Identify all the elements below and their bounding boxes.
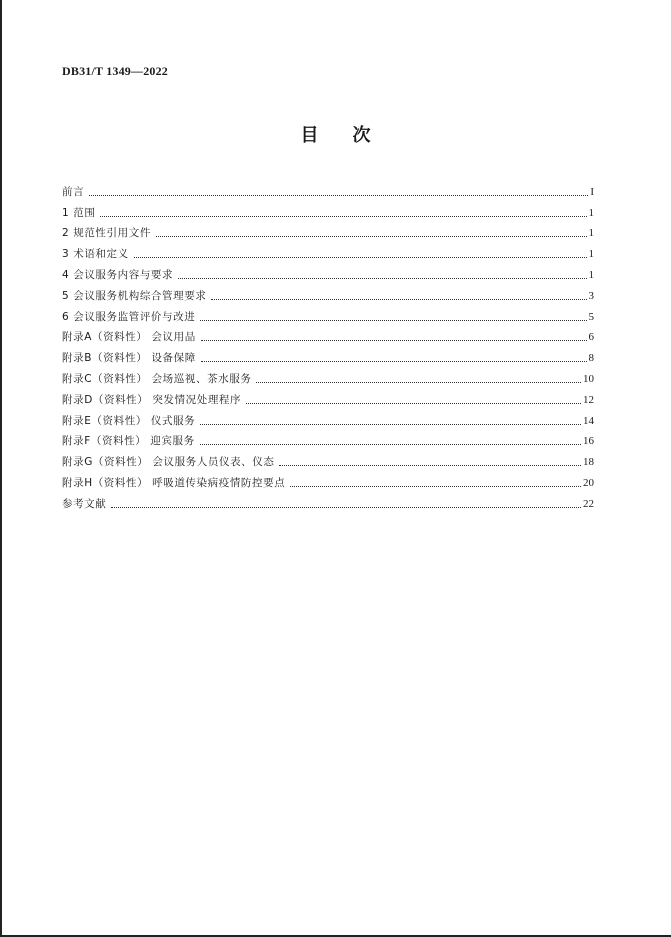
toc-leader-dots: [200, 444, 581, 445]
toc-entry[interactable]: [62, 428, 594, 449]
toc-entry-label: 2 规范性引用文件: [62, 227, 151, 240]
toc-leader-dots: [111, 507, 581, 508]
toc-entry-label: 5 会议服务机构综合管理要求: [62, 289, 207, 302]
toc-entry-label: 附录F（资料性） 迎宾服务: [62, 435, 195, 448]
toc-entry[interactable]: [62, 282, 594, 303]
toc-entry-label: 附录G（资料性） 会议服务人员仪表、仪态: [62, 456, 275, 469]
toc-entry[interactable]: [62, 344, 594, 365]
toc-entry-page: 1: [588, 227, 594, 240]
toc-entry[interactable]: [62, 448, 594, 469]
toc-entry-label: 附录D（资料性） 突发情况处理程序: [62, 393, 242, 406]
toc-entry-label: 附录E（资料性） 仪式服务: [62, 414, 196, 427]
toc-entry-page: 10: [583, 372, 594, 385]
toc-entry-page: 6: [588, 331, 594, 344]
toc-leader-dots: [134, 257, 587, 258]
toc-entry-page: 1: [588, 248, 594, 261]
toc-entry[interactable]: [62, 490, 594, 511]
toc-leader-dots: [100, 216, 586, 217]
toc-entry-page: 12: [583, 393, 594, 406]
toc-entry[interactable]: [62, 365, 594, 386]
toc-leader-dots: [290, 486, 581, 487]
toc-entry[interactable]: [62, 324, 594, 345]
toc-leader-dots: [200, 424, 581, 425]
toc-entry-label: 附录C（资料性） 会场巡视、茶水服务: [62, 372, 252, 385]
toc-entry-label: 1 范围: [62, 206, 96, 219]
toc-entry[interactable]: [62, 240, 594, 261]
toc-entry-label: 附录H（资料性） 呼吸道传染病疫情防控要点: [62, 476, 286, 489]
toc-leader-dots: [178, 278, 586, 279]
toc-entry-page: 18: [583, 456, 594, 469]
toc-entry-page: 16: [583, 435, 594, 448]
table-of-contents: [62, 178, 594, 511]
toc-leader-dots: [211, 299, 586, 300]
toc-entry[interactable]: [62, 261, 594, 282]
toc-entry-page: 8: [588, 352, 594, 365]
toc-title: 目次: [300, 125, 405, 146]
toc-entry-page: 1: [588, 206, 594, 219]
toc-entry-page: 20: [583, 476, 594, 489]
toc-entry-label: 参考文献: [62, 497, 107, 510]
toc-entry[interactable]: [62, 178, 594, 199]
toc-leader-dots: [256, 382, 581, 383]
toc-entry[interactable]: [62, 303, 594, 324]
toc-entry[interactable]: [62, 199, 594, 220]
toc-entry[interactable]: [62, 469, 594, 490]
toc-entry-page: 22: [583, 497, 594, 510]
toc-entry-page: 14: [583, 414, 594, 427]
toc-entry-label: 附录A（资料性） 会议用品: [62, 331, 196, 344]
toc-entry-page: 3: [588, 289, 594, 302]
toc-entry-label: 4 会议服务内容与要求: [62, 268, 174, 281]
toc-entry-page: I: [590, 185, 594, 198]
toc-leader-dots: [201, 361, 587, 362]
toc-entry[interactable]: [62, 407, 594, 428]
toc-entry-label: 附录B（资料性） 设备保障: [62, 352, 196, 365]
toc-leader-dots: [279, 465, 581, 466]
toc-leader-dots: [200, 320, 586, 321]
toc-leader-dots: [89, 195, 588, 196]
toc-entry-page: 1: [588, 268, 594, 281]
toc-entry-label: 3 术语和定义: [62, 248, 129, 261]
document-code: DB31/T 1349—2022: [62, 64, 168, 78]
toc-entry[interactable]: [62, 220, 594, 241]
toc-entry-label: 6 会议服务监管评价与改进: [62, 310, 196, 323]
toc-leader-dots: [156, 236, 587, 237]
toc-leader-dots: [246, 403, 581, 404]
toc-entry-label: 前言: [62, 185, 85, 198]
toc-leader-dots: [201, 340, 587, 341]
toc-entry-page: 5: [588, 310, 594, 323]
toc-entry[interactable]: [62, 386, 594, 407]
